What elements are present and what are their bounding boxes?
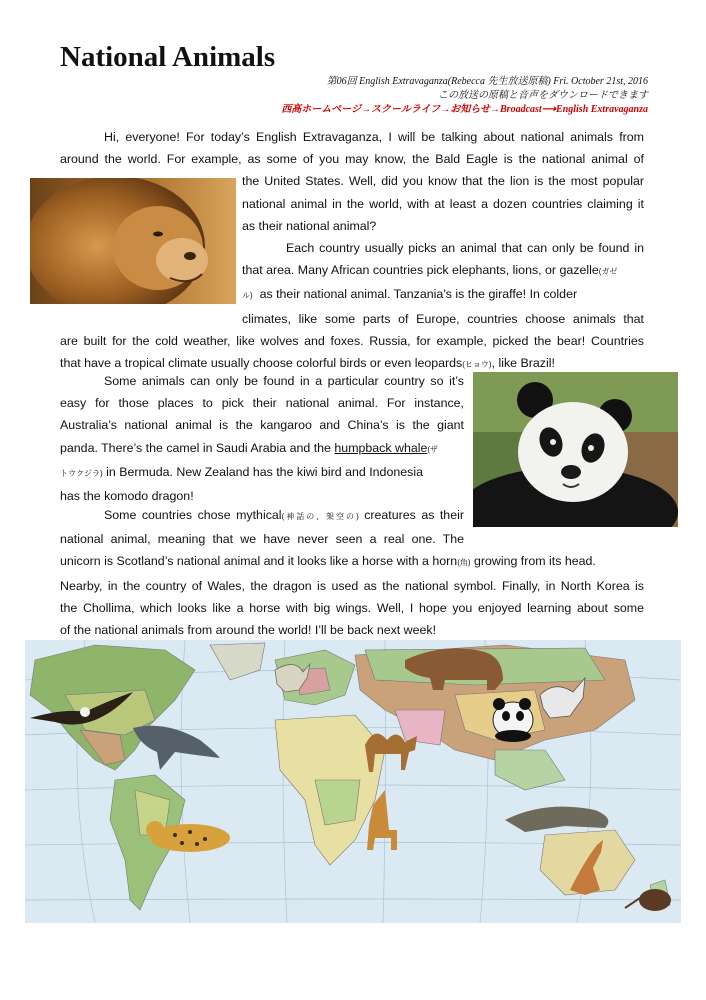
text-line: Some countries chose mythical(神話の、架空の) creatures as their [104, 508, 464, 522]
gloss: (ヒョウ) [462, 360, 492, 370]
gloss: トウクジラ) [60, 468, 103, 478]
text-line: the Chollima, which looks like a horse with big wings. Well, I hope you enjoyed learning about some [60, 600, 644, 615]
text-line: easy for those places to pick their national animal. For instance, [60, 396, 464, 411]
text-line: panda. There’s the camel in Saudi Arabia and the humpback whale(ザ [60, 440, 439, 455]
text-line: that area. Many African countries pick elephants, lions, or gazelle(ガゼ [242, 263, 618, 278]
humpback-whale-link[interactable]: humpback whale [334, 440, 428, 455]
world-map-illustration [25, 640, 681, 923]
paragraph-4 [60, 504, 644, 641]
text-line: of the national animals from around the world! I’ll be back next week! [60, 623, 437, 638]
paragraph-1 [60, 126, 644, 237]
text-line: the United States. Well, did you know that the lion is the most popular [242, 174, 644, 189]
episode-line: 第06回 English Extravaganza(Rebecca 先生放送原稿) Fri. October 21st, 2016 [326, 76, 648, 87]
paragraph-3 [60, 370, 464, 507]
gloss: (ザ [427, 444, 439, 454]
text-line: are built for the cold weather, like wolves and foxes. Russia, for example, picked the bear! Countries [60, 333, 644, 348]
page-title: National Animals [60, 41, 276, 73]
navigation-path[interactable]: 西高ホームページ→スクールライフ→お知らせ→Broadcast⟶English Extravaganza [281, 104, 648, 115]
text-line: unicorn is Scotland’s national animal and it looks like a horse with a horn(角) growing from its head. [60, 554, 596, 569]
download-note: この放送の原稿と音声をダウンロードできます [438, 90, 648, 101]
text-line: that have a tropical climate usually choose colorful birds or even leopards(ヒョウ), like Brazil! [60, 356, 555, 371]
text-line: as their national animal? [242, 218, 377, 233]
gloss: (角) [457, 558, 471, 568]
text-line: climates, like some parts of Europe, countries choose animals that [242, 311, 644, 326]
text-line: around the world. For example, as some of you may know, the Bald Eagle is the national animal of [60, 152, 644, 167]
text-line: national animal in the world, with at least a dozen countries claiming it [242, 196, 644, 211]
panda-icon [493, 698, 533, 742]
text-line: Nearby, in the country of Wales, the dragon is used as the national symbol. Finally, in North Korea is [60, 578, 644, 593]
text-line: Some animals can only be found in a particular country so it’s [104, 374, 464, 388]
gloss: ル) [242, 291, 253, 301]
text-line: ル) as their national animal. Tanzania’s is the giraffe! In colder [242, 287, 578, 302]
text-line: has the komodo dragon! [60, 489, 194, 504]
gloss: (神話の、架空の) [281, 512, 359, 521]
paragraph-2 [60, 237, 644, 376]
text-line: トウクジラ) in Bermuda. New Zealand has the kiwi bird and Indonesia [60, 464, 423, 479]
episode-info [281, 75, 648, 117]
text-line: Australia’s national animal is the kangaroo and China’s is the giant [60, 418, 464, 433]
text-line: Hi, everyone! For today’s English Extravaganza, I will be talking about national animals from [104, 130, 644, 144]
gloss: (ガゼ [598, 267, 618, 277]
text-line: national animal, meaning that we have never seen a real one. The [60, 532, 464, 547]
text-line: Each country usually picks an animal that can only be found in [286, 241, 644, 255]
